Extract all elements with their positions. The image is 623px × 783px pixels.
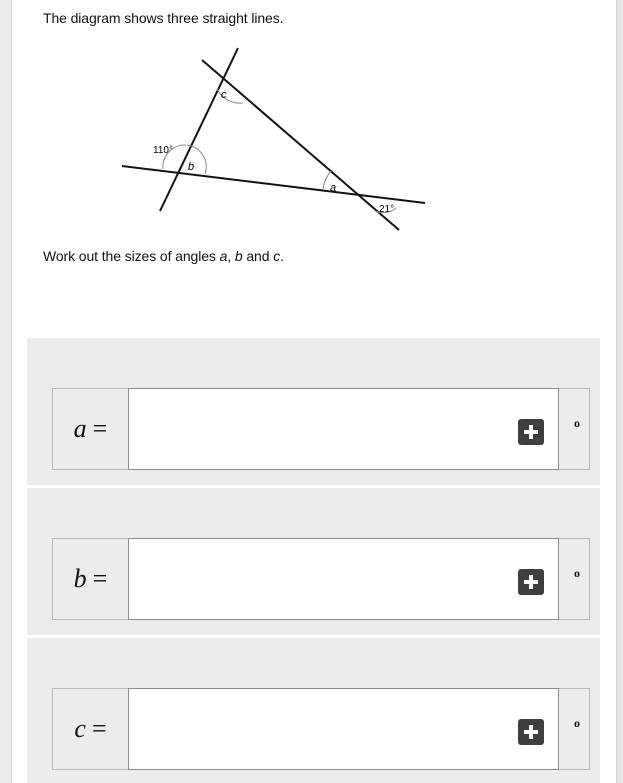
answer-row-b xyxy=(52,538,590,620)
answer-panel-a xyxy=(27,338,600,485)
insert-symbol-button-c[interactable] xyxy=(518,719,544,745)
instruction-sep-1: , xyxy=(227,248,235,264)
instruction-sep-2: and xyxy=(242,248,274,264)
instruction-prefix: Work out the sizes of angles xyxy=(43,248,220,264)
answer-input-a[interactable] xyxy=(128,388,559,470)
answer-input-c[interactable] xyxy=(128,688,559,770)
angle-label-c: c xyxy=(221,89,227,101)
question-prompt: The diagram shows three straight lines. xyxy=(43,10,284,26)
answer-variable-b: b xyxy=(73,564,87,593)
angle-label-b: b xyxy=(188,161,195,173)
equals-sign-b: = xyxy=(92,564,108,593)
answer-input-b[interactable] xyxy=(128,538,559,620)
insert-symbol-button-b[interactable] xyxy=(518,569,544,595)
answer-label-a xyxy=(53,389,128,469)
equals-sign-a: = xyxy=(92,414,108,443)
angle-label-a: a xyxy=(330,182,337,194)
instruction-var-a: a xyxy=(219,248,228,264)
answer-label-c xyxy=(53,689,128,769)
equals-sign-c: = xyxy=(91,714,107,743)
angle-label-110: 110° xyxy=(153,145,173,156)
answer-variable-a: a xyxy=(73,414,87,443)
answer-row-a xyxy=(52,388,590,470)
insert-symbol-button-a[interactable] xyxy=(518,419,544,445)
instruction-var-c: c xyxy=(273,248,281,264)
answer-row-c xyxy=(52,688,590,770)
answer-variable-c: c xyxy=(74,714,86,743)
line-steep xyxy=(160,48,238,211)
angle-label-21: 21° xyxy=(379,204,395,215)
line-diagonal xyxy=(202,60,399,230)
answer-label-b xyxy=(53,539,128,619)
question-instruction xyxy=(43,248,284,264)
degree-unit-c: o xyxy=(574,716,580,730)
instruction-suffix: . xyxy=(280,248,284,264)
degree-unit-b: o xyxy=(574,566,580,580)
answer-panel-c xyxy=(27,638,600,783)
instruction-var-b: b xyxy=(234,248,243,264)
degree-unit-a: o xyxy=(574,416,580,430)
answer-panel-b xyxy=(27,488,600,635)
angle-diagram xyxy=(0,0,623,240)
